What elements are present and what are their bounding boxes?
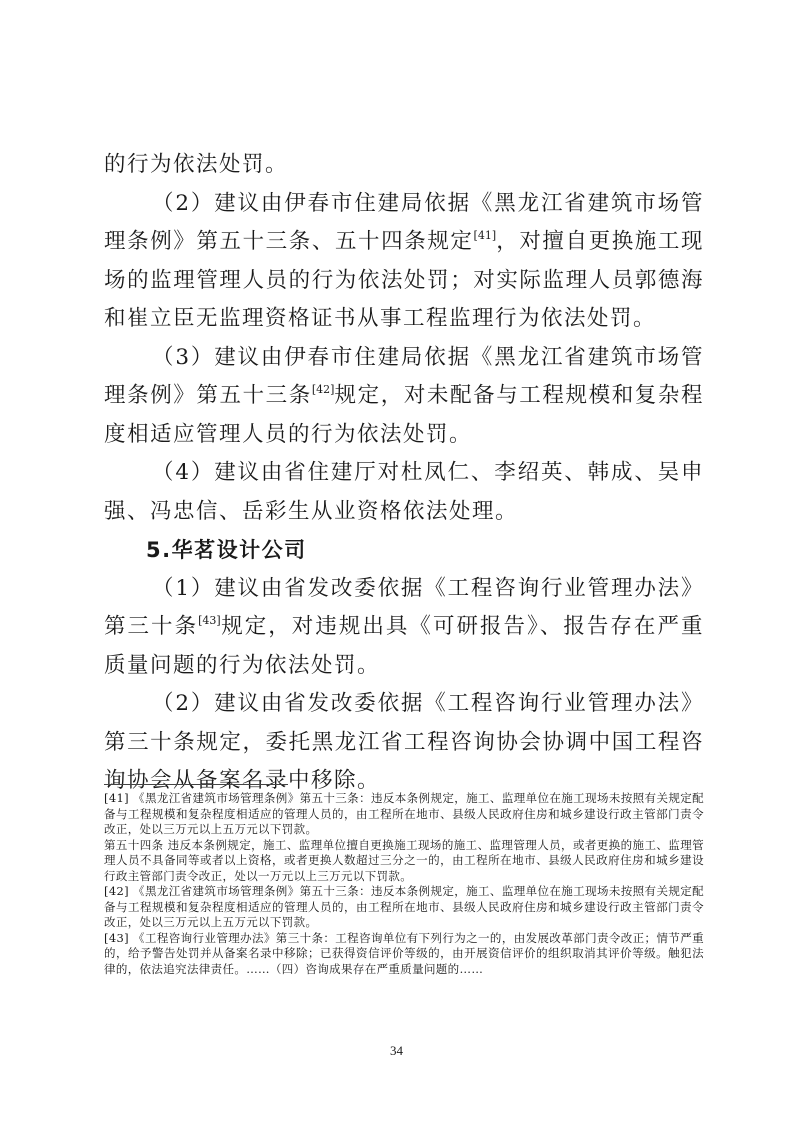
paragraph-item-4 <box>104 454 704 531</box>
footnotes <box>104 791 704 977</box>
footnote-41: [41] 《黑龙江省建筑市场管理条例》第五十三条：违反本条例规定，施工、监理单位在施工现场未按照有关规定配备与工程规模和复杂程度相适应的管理人员的，由工程所在地市、县级人民政府住房和城乡建设行政主管部门责令改正，处以三万元以上五万元以下罚款。 <box>104 791 704 836</box>
paragraph-text: （1）建议由省发改委依据《工程咨询行业管理办法》第三十条 <box>104 575 704 639</box>
footnote-ref-43[interactable]: [43] <box>198 614 221 627</box>
paragraph-text: （2）建议由伊春市住建局依据《黑龙江省建筑市场管理条例》第五十三条、五十四条规定 <box>104 190 704 254</box>
paragraph-text: （3）建议由伊春市住建局依据《黑龙江省建筑市场管理条例》第五十三条 <box>104 344 704 408</box>
paragraph-item-3 <box>104 339 704 455</box>
paragraph-text: 规定，对违规出具《可研报告》、报告存在严重质量问题的行为依法处罚。 <box>104 614 704 678</box>
footnote-42: [42] 《黑龙江省建筑市场管理条例》第五十三条：违反本条例规定，施工、监理单位在施工现场未按照有关规定配备与工程规模和复杂程度相适应的管理人员的，由工程所在地市、县级人民政府住房和城乡建设行政主管部门责令改正，处以三万元以上五万元以下罚款。 <box>104 884 704 929</box>
section-heading: 5.华茗设计公司 <box>146 538 307 562</box>
paragraph-item-1 <box>104 570 704 686</box>
body-text <box>104 146 704 801</box>
paragraph-text: （2）建议由省发改委依据《工程咨询行业管理办法》第三十条规定，委托黑龙江省工程咨询协会协调中国工程咨询协会从备案名录中移除。 <box>104 691 704 793</box>
paragraph-continuation <box>104 146 704 185</box>
footnote-43: [43] 《工程咨询行业管理办法》第三十条：工程咨询单位有下列行为之一的，由发展改革部门责令改正；情节严重的，给予警告处罚并从备案名录中移除；已获得资信评价等级的，由开展资信评价的组织取消其评价等级。触犯法律的，依法追究法律责任。……（四）咨询成果存在严重质量问题的…… <box>104 930 704 976</box>
footnote-41-continued: 第五十四条 违反本条例规定，施工、监理单位擅自更换施工现场的施工、监理管理人员，或者更换的施工、监理管理人员不具备同等或者以上资格，或者更换人数超过三分之一的，由工程所在地市、县级人民政府住房和城乡建设行政主管部门责令改正，处以一万元以上三万元以下罚款。 <box>104 837 704 883</box>
paragraph-text: （4）建议由省住建厅对杜凤仁、李绍英、韩成、吴申强、冯忠信、岳彩生从业资格依法处理。 <box>104 460 704 524</box>
footnote-divider <box>104 784 288 785</box>
paragraph-text: ，对擅自更换施工现场的监理管理人员的行为依法处罚；对实际监理人员郭德海和崔立臣无监理资格证书从事工程监理行为依法处罚。 <box>104 229 704 331</box>
footnote-ref-41[interactable]: [41] <box>473 229 497 242</box>
footnote-ref-42[interactable]: [42] <box>311 383 335 396</box>
paragraph-text: 的行为依法处罚。 <box>104 152 289 177</box>
paragraph-text: 规定，对未配备与工程规模和复杂程度相适应管理人员的行为依法处罚。 <box>104 383 704 447</box>
page-number: 34 <box>390 1043 403 1058</box>
paragraph-item-2 <box>104 185 704 339</box>
